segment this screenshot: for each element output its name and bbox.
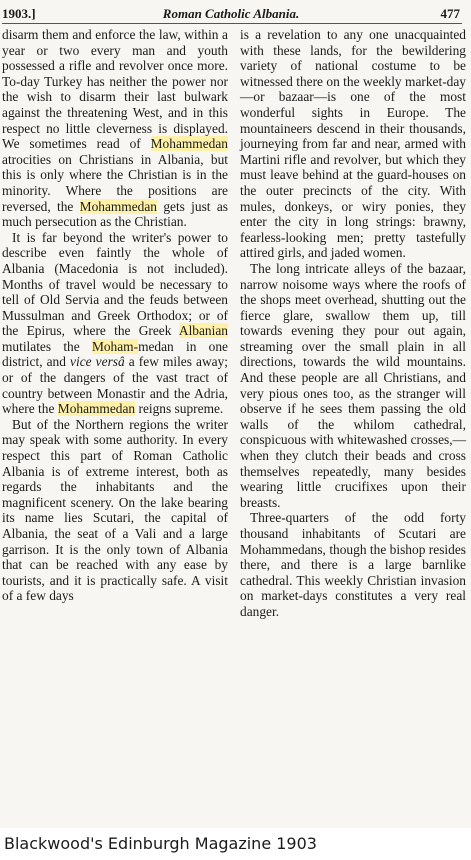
- text-run: disarm them and enforce the law, within a year or two every man and youth possessed a rifle and revolver once more. To-day Turkey has neither the power nor the wish to disarm their last bulwark against the threatening West, and in this respect no little cleverness is displayed. We sometimes read of: [2, 27, 228, 152]
- text-run: It is far beyond the writer's power to describe even faintly the whole of Albania (Macedonia is not included). Months of travel would be necessary to tell of Old Servia and the feuds between Mussulman and Greek Orthodox; or of the Epirus, where the Greek: [2, 229, 228, 339]
- right-paragraph-1: is a revelation to any one unacquainted with these lands, for the bewildering variety of national costume to be witnessed there on the weekly market-day—or bazaar—is one of the most wonderful sights in Europe. The mountaineers descend in their thousands, journeying from far and near, armed with Martini rifle and revolver, but which they must leave behind at the guard-houses on the outer precincts of the city. With mules, donkeys, or wiry ponies, they enter the city in long strings: brawny, fearless-looking men; pretty tastefully attired girls, and jaded women.: [240, 27, 466, 261]
- source-caption: Blackwood's Edinburgh Magazine 1903: [4, 834, 317, 853]
- highlight-albanian: Albanian: [178, 323, 228, 339]
- text-run: medan in one district, and: [2, 338, 228, 370]
- left-column: [2, 27, 228, 604]
- right-paragraph-3: Three-quarters of the odd forty thousand inhabitants of Scutari are Mohammedans, though the bishop resides there, and there is a large barnlike cathedral. This weekly Christian invasion on market-days constitutes a very real danger.: [240, 510, 466, 619]
- text-run: gets just as much persecution as the Christian.: [2, 198, 228, 230]
- header-year: 1903.]: [2, 6, 36, 21]
- left-paragraph-3: But of the Northern regions the writer may speak with some authority. In every respect this part of Roman Catholic Albania is of extreme interest, both as regards the inhabitants and the magnificent scenery. On the lake bearing its name lies Scutari, the capital of Albania, the seat of a Vali and a large garrison. It is the only town of Albania that can be reached with any ease by tourists, and it is practically safe. A visit of a few days: [2, 416, 228, 604]
- running-title: Roman Catholic Albania.: [162, 6, 300, 21]
- highlight-mohammedan: Mohammedan: [57, 401, 136, 417]
- highlight-mohammedan: Mohammedan: [79, 198, 158, 214]
- right-column: [240, 27, 466, 620]
- page-number: 477: [440, 6, 460, 21]
- text-run: atrocities on Christians in Albania, but this is only where the Christian is in the minority. Where the positions are reversed, the: [2, 151, 228, 214]
- left-paragraph-1: [2, 27, 228, 230]
- highlight-mohammedan: Mohammedan: [150, 136, 228, 152]
- header-rule: [2, 23, 462, 24]
- left-paragraph-2: [2, 230, 228, 417]
- text-run: reigns supreme.: [135, 401, 224, 417]
- right-paragraph-2: The long intricate alleys of the bazaar, narrow noisome ways where the roofs of the shops meet overhead, shutting out the fierce glare, swallow them up, till towards evening they pour out again, streaming over the small plain in all directions, towards the wild mountains. And these people are all Christians, and very pious ones too, as the stranger will observe if he sees them passing the old walls of the whilom cathedral, conspicuous with whitewashed crosses,—when they clutch their beads and cross themselves repeatedly, many besides wearing little crucifixes upon their breasts.: [240, 260, 466, 510]
- page-header: [2, 6, 460, 22]
- highlight-mohammedan: Moham-: [91, 338, 139, 354]
- caption-bar: [0, 828, 471, 860]
- text-run: a few miles away; or of the dangers of the vast tract of country between Monastir and the Adria, where the: [2, 354, 229, 417]
- text-run: mutilates the: [2, 338, 92, 354]
- italic-phrase: vice versâ: [70, 354, 125, 370]
